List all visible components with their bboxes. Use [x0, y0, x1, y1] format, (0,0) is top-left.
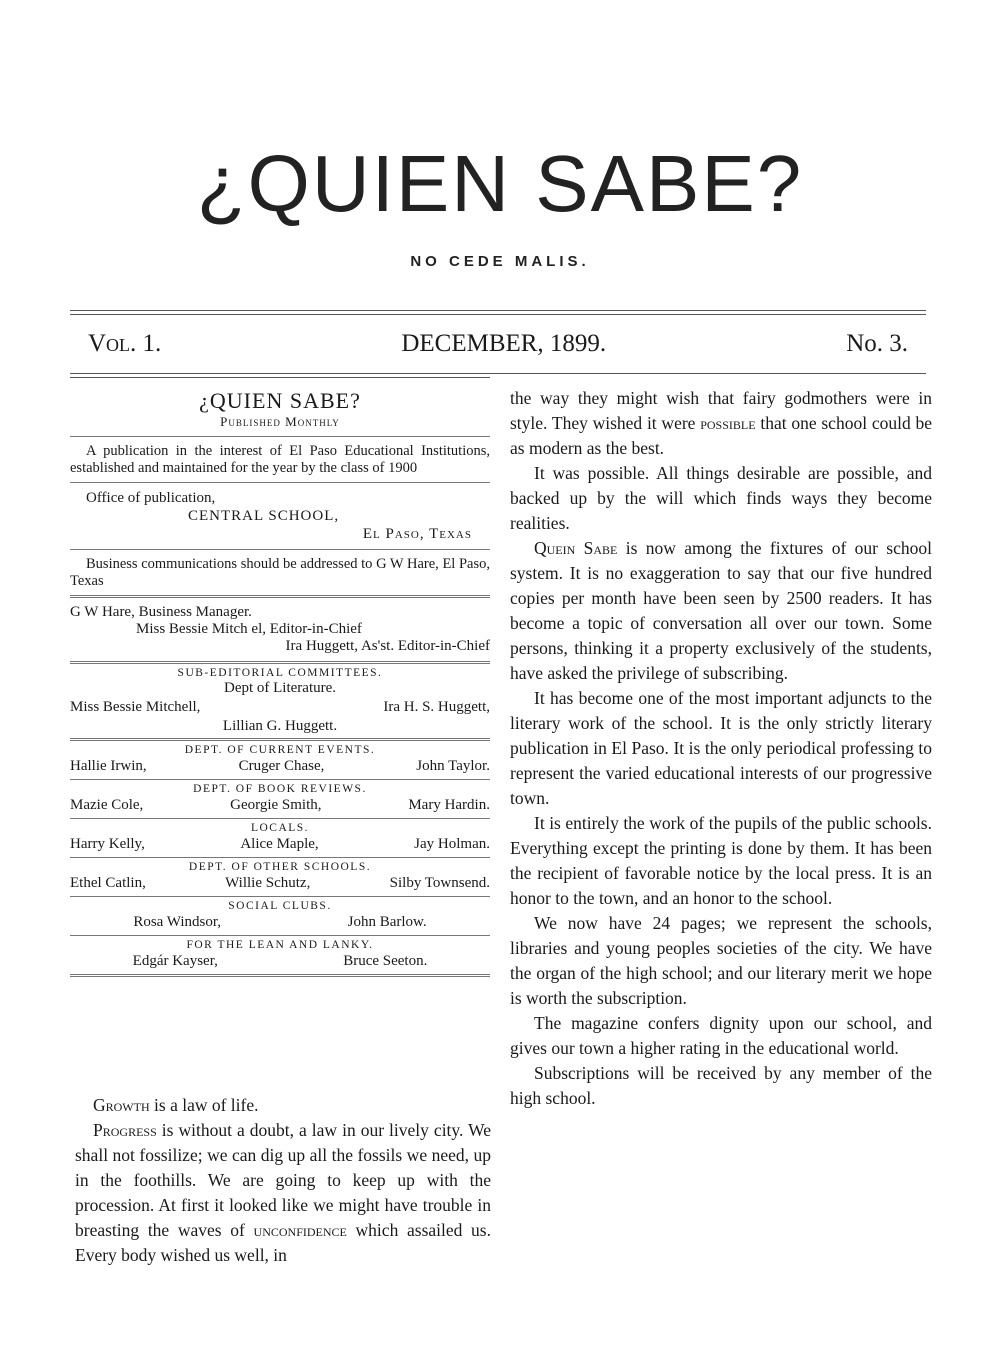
committee-member: Ira H. S. Huggett,	[383, 699, 490, 715]
locals-title: LOCALS.	[250, 822, 310, 834]
committee-member: Willie Schutz,	[225, 875, 311, 891]
divider	[70, 549, 490, 550]
committee-member: Edgár Kayser,	[132, 953, 218, 969]
divider	[70, 935, 490, 936]
article-paragraph: It is entirely the work of the pupils of the public schools. Everything except the printing is done by them. It has been the recipient of favorable notice by the local press. It is an honor to the town, and an honor to the school.	[510, 813, 932, 908]
issue-date: DECEMBER, 1899.	[401, 330, 607, 357]
header-bottom-rule	[70, 373, 926, 374]
committee-member: Lillian G. Huggett.	[222, 718, 338, 734]
book-reviews-names	[70, 795, 490, 815]
article-left-column	[75, 1093, 491, 1268]
divider	[70, 661, 490, 664]
staff-editor: Miss Bessie Mitch el, Editor-in-Chief	[136, 621, 362, 637]
article-right-column	[510, 386, 932, 1111]
office-city: El Paso, Texas	[362, 526, 472, 542]
lead-word: Progress	[93, 1120, 157, 1140]
lean-lanky-names	[70, 951, 490, 971]
article-paragraph	[75, 1093, 491, 1118]
committee-member: Hallie Irwin,	[70, 758, 147, 774]
header-bottom-rule-2	[70, 377, 490, 378]
top-rule	[70, 310, 926, 311]
committee-member: Bruce Seeton.	[343, 953, 428, 969]
divider	[70, 595, 490, 598]
box-title: ¿QUIEN SABE?	[199, 388, 361, 413]
locals-names	[70, 834, 490, 854]
committee-member: Georgie Smith,	[230, 797, 322, 813]
article-paragraph	[510, 386, 932, 461]
issue-line	[88, 330, 908, 358]
committee-member: Silby Townsend.	[389, 875, 490, 891]
paragraph-text: that one school could be as modern as the best.	[510, 413, 932, 458]
article-paragraph	[510, 536, 932, 686]
masthead-motto: NO CEDE MALIS.	[410, 253, 590, 270]
article-paragraph: It was possible. All things desirable are possible, and backed up by the will which finds ways they become realities.	[510, 463, 932, 533]
office-block	[70, 489, 490, 543]
divider	[70, 974, 490, 977]
lead-word: Growth	[93, 1095, 150, 1115]
literature-title: Dept of Literature.	[223, 680, 337, 696]
office-school: CENTRAL SCHOOL,	[188, 508, 340, 524]
emphasis-word: unconfidence	[253, 1220, 347, 1240]
divider	[70, 779, 490, 780]
divider	[70, 857, 490, 858]
staff-assistant: Ira Huggett, As'st. Editor-in-Chief	[285, 638, 490, 654]
masthead-title: ¿QUIEN SABE?	[196, 139, 804, 228]
divider	[70, 896, 490, 897]
literature-names	[70, 697, 490, 717]
emphasis-word: Quein Sabe	[534, 538, 618, 558]
current-events-title: DEPT. OF CURRENT EVENTS.	[184, 744, 376, 756]
article-paragraph	[75, 1118, 491, 1268]
social-clubs-names	[70, 912, 490, 932]
committee-member: Alice Maple,	[240, 836, 319, 852]
publication-info-box	[70, 384, 490, 980]
volume-label: Vol. 1.	[88, 330, 162, 357]
committee-member: Rosa Windsor,	[133, 914, 221, 930]
office-line: Office of publication,	[86, 490, 216, 506]
divider	[70, 436, 490, 437]
article-paragraph: We now have 24 pages; we represent the schools, libraries and young peoples societies of the city. We have the organ of the high school; and our literary merit we hope is worth the subscription.	[510, 913, 932, 1008]
divider	[70, 818, 490, 819]
paragraph-text: the way they might wish that fairy godmothers were in style. They wished it were	[510, 388, 932, 433]
paragraph-text: is without a doubt, a law in our lively city. We shall not fossilize; we can dig up all the fossils we need, up in the foothills. We are going to keep up with the procession. At first it looked like we might have trouble in breasting the waves of	[75, 1120, 491, 1240]
business-text: Business communications should be addressed to G W Hare, El Paso, Texas	[70, 556, 490, 589]
committee-member: Mazie Cole,	[70, 797, 144, 813]
article-paragraph: The magazine confers dignity upon our school, and gives our town a higher rating in the educational world.	[510, 1013, 932, 1058]
other-schools-names	[70, 873, 490, 893]
paragraph-text: is a law of life.	[149, 1095, 259, 1115]
committees-title: SUB-EDITORIAL COMMITTEES.	[177, 667, 383, 679]
committee-member: Ethel Catlin,	[70, 875, 146, 891]
other-schools-title: DEPT. OF OTHER SCHOOLS.	[188, 861, 372, 873]
intro-text: A publication in the interest of El Paso Educational Institutions, established and maintained for the year by the class of 1900	[70, 443, 490, 476]
article-paragraph: It has become one of the most important adjuncts to the literary work of the school. It is the only strictly literary publication in El Paso. It is the only periodical professing to represent the varied educational interests of our progressive town.	[510, 688, 932, 808]
committee-member: Mary Hardin.	[408, 797, 490, 813]
staff-manager: G W Hare, Business Manager.	[70, 604, 252, 620]
committee-member: Cruger Chase,	[238, 758, 325, 774]
top-rule-2	[70, 314, 926, 315]
divider	[70, 482, 490, 483]
paragraph-text: is now among the fixtures of our school system. It is no exaggeration to say that our five hundred copies per month have been seen by 2500 readers. It has become a topic of conversation all over our town. Some persons, thinking it a property exclusively of the students, have asked the privilege of subscribing.	[510, 538, 932, 683]
current-events-names	[70, 756, 490, 776]
box-subtitle: Published Monthly	[220, 414, 340, 429]
lean-lanky-title: FOR THE LEAN AND LANKY.	[186, 939, 374, 951]
committee-member: John Taylor.	[416, 758, 490, 774]
committee-member: John Barlow.	[347, 914, 427, 930]
committee-member: Miss Bessie Mitchell,	[70, 699, 201, 715]
social-clubs-title: SOCIAL CLUBS.	[228, 900, 332, 912]
emphasis-word: possible	[700, 413, 756, 433]
committee-member: Harry Kelly,	[70, 836, 145, 852]
divider	[70, 738, 490, 741]
article-paragraph: Subscriptions will be received by any member of the high school.	[510, 1063, 932, 1108]
book-reviews-title: DEPT. OF BOOK REVIEWS.	[193, 783, 367, 795]
issue-number: No. 3.	[846, 330, 908, 357]
committee-member: Jay Holman.	[414, 836, 490, 852]
paragraph-text: which assailed us. Every body wished us well, in	[75, 1220, 491, 1265]
staff-block	[70, 604, 490, 655]
